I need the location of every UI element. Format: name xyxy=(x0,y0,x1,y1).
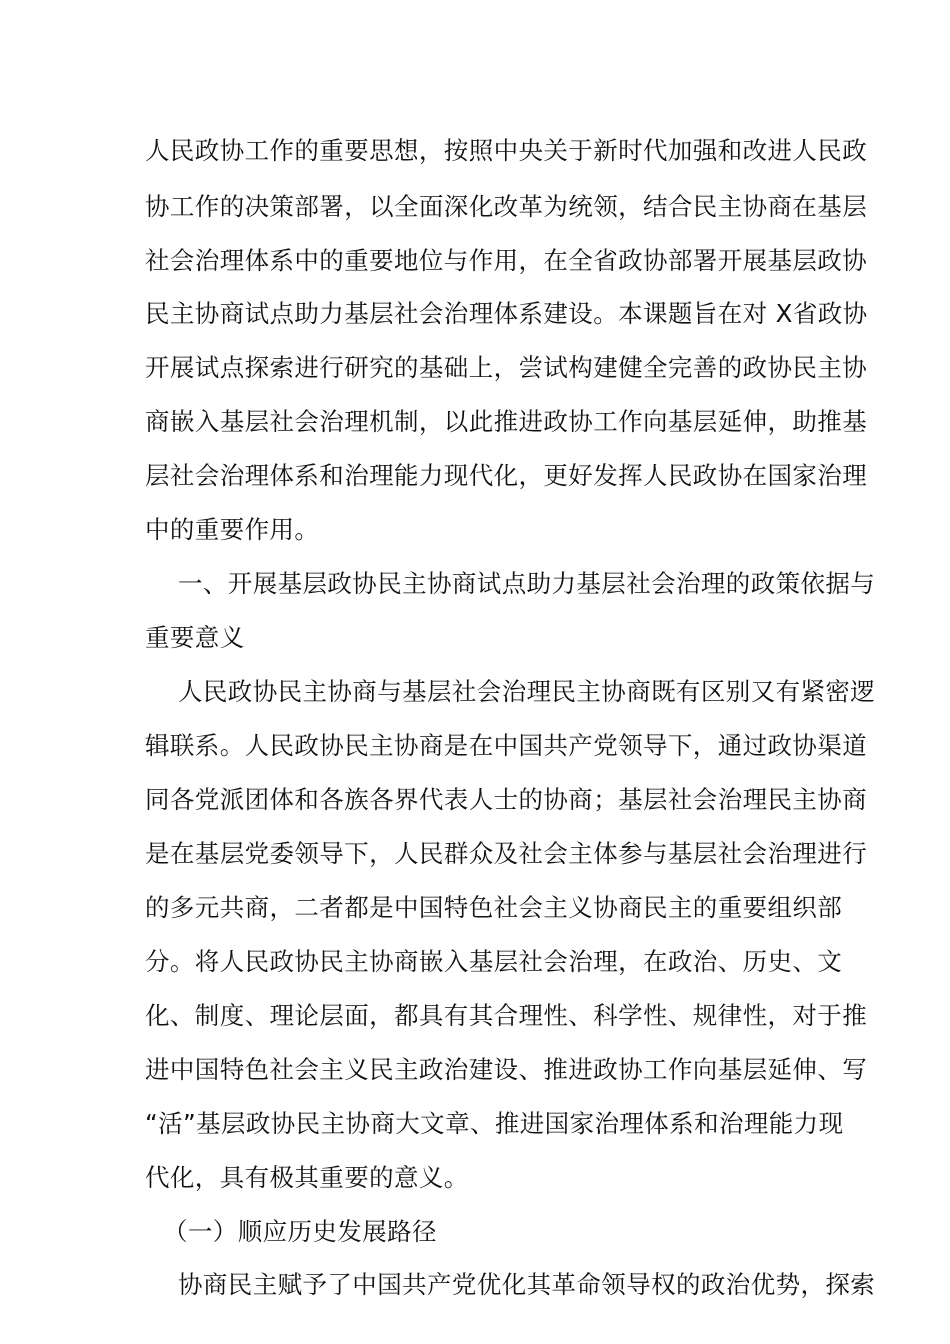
subsection-heading: （一）顺应历史发展路径 xyxy=(163,1217,437,1246)
paragraph-line: 协商民主赋予了中国共产党优化其革命领导权的政治优势，探索 xyxy=(178,1270,876,1299)
paragraph-line: “活”基层政协民主协商大文章、推进国家治理体系和治理能力现 xyxy=(145,1109,844,1138)
paragraph-line: 的多元共商，二者都是中国特色社会主义协商民主的重要组织部 xyxy=(145,893,843,922)
section-heading: 重要意义 xyxy=(145,623,245,652)
paragraph-line: 辑联系。人民政协民主协商是在中国共产党领导下，通过政协渠道 xyxy=(145,731,868,760)
paragraph-line: 商嵌入基层社会治理机制，以此推进政协工作向基层延伸，助推基 xyxy=(145,407,868,436)
paragraph-line: 分。将人民政协民主协商嵌入基层社会治理，在政治、历史、文 xyxy=(145,947,843,976)
paragraph-line: 是在基层党委领导下，人民群众及社会主体参与基层社会治理进行 xyxy=(145,839,868,868)
paragraph-line: 代化，具有极其重要的意义。 xyxy=(145,1163,469,1192)
paragraph-line: 层社会治理体系和治理能力现代化，更好发挥人民政协在国家治理 xyxy=(145,461,868,490)
paragraph-line: 人民政协工作的重要思想，按照中央关于新时代加强和改进人民政 xyxy=(145,136,868,165)
paragraph-line: 化、制度、理论层面，都具有其合理性、科学性、规律性，对于推 xyxy=(145,1001,868,1030)
paragraph-line: 民主协商试点助力基层社会治理体系建设。本课题旨在对 X省政协 xyxy=(145,299,868,328)
paragraph-line: 人民政协民主协商与基层社会治理民主协商既有区别又有紧密逻 xyxy=(178,677,876,706)
paragraph-line: 社会治理体系中的重要地位与作用，在全省政协部署开展基层政协 xyxy=(145,246,868,275)
section-heading: 一、开展基层政协民主协商试点助力基层社会治理的政策依据与 xyxy=(178,569,876,598)
paragraph-line: 开展试点探索进行研究的基础上，尝试构建健全完善的政协民主协 xyxy=(145,353,868,382)
paragraph-line: 进中国特色社会主义民主政治建设、推进政协工作向基层延伸、写 xyxy=(145,1055,868,1084)
paragraph-line: 协工作的决策部署，以全面深化改革为统领，结合民主协商在基层 xyxy=(145,192,868,221)
paragraph-line: 中的重要作用。 xyxy=(145,515,320,544)
paragraph-line: 同各党派团体和各族各界代表人士的协商；基层社会治理民主协商 xyxy=(145,785,868,814)
